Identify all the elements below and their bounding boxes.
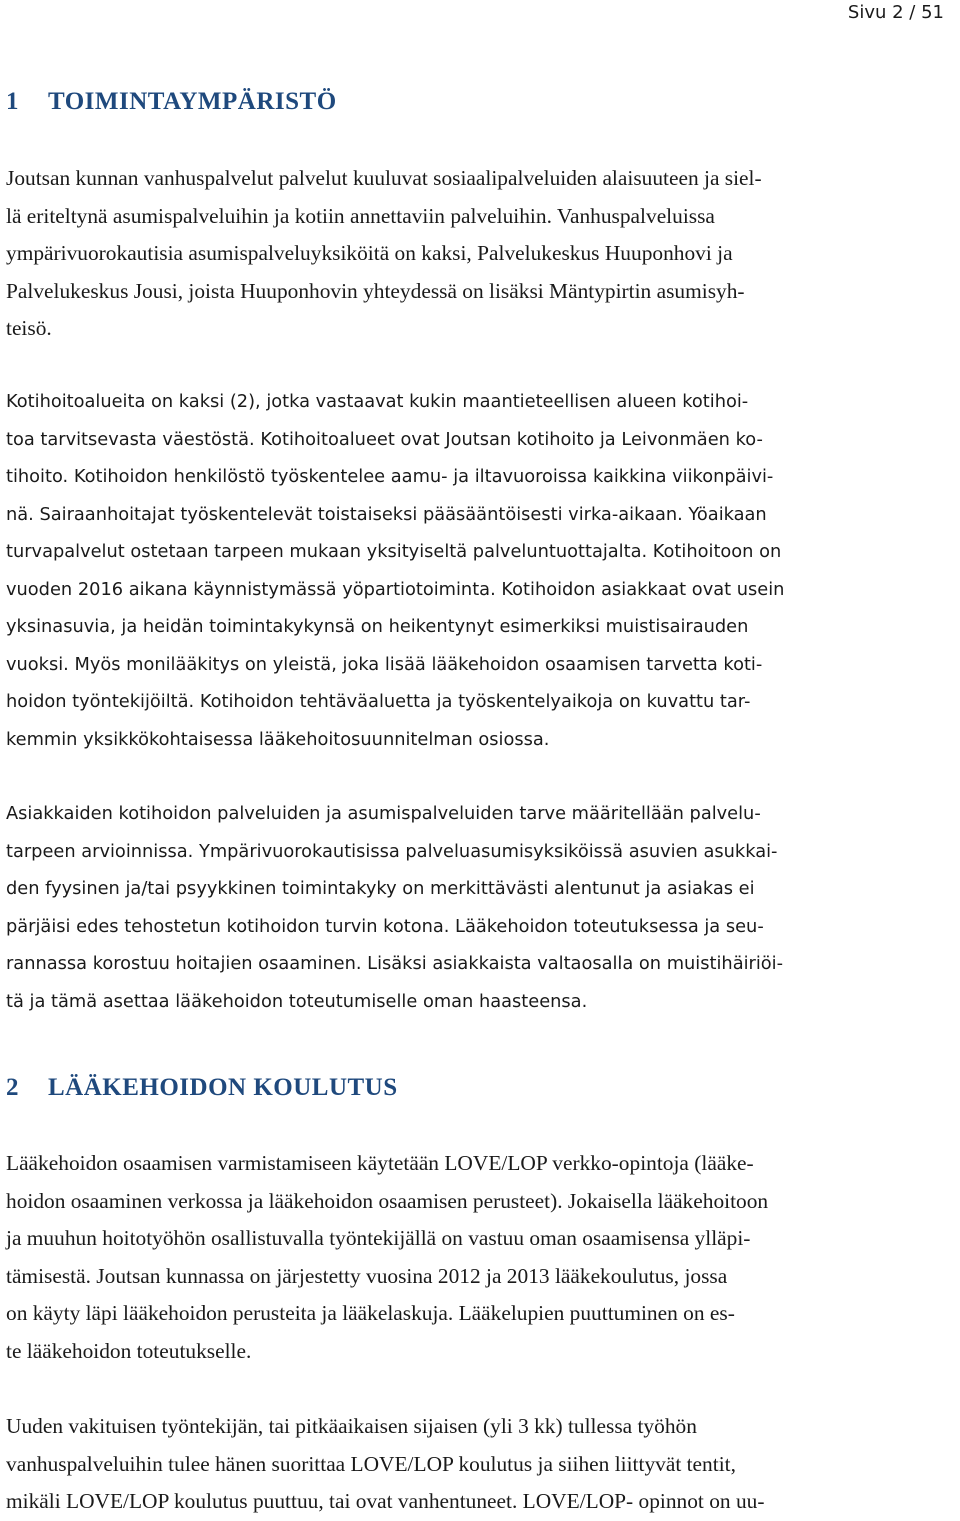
text-line: te lääkehoidon toteutukselle. <box>6 1338 252 1363</box>
text-line: hoidon työntekijöiltä. Kotihoidon tehtäväaluetta ja työskentelyaikoja on kuvattu tar- <box>6 691 751 712</box>
text-line: tämisestä. Joutsan kunnassa on järjestetty vuosina 2012 ja 2013 lääkekoulutus, jossa <box>6 1263 728 1288</box>
text-line: rannassa korostuu hoitajien osaaminen. Lisäksi asiakkaista valtaosalla on muistihäiriöi- <box>6 953 784 974</box>
section-number: 2 <box>6 1074 19 1101</box>
section-title: TOIMINTAYMPÄRISTÖ <box>48 88 337 115</box>
text-line: yksinasuvia, ja heidän toimintakykynsä on heikentynyt esimerkiksi muistisairauden <box>6 616 749 637</box>
text-line: ympärivuorokautisia asumispalveluyksiköitä on kaksi, Palvelukeskus Huuponhovi ja <box>6 241 733 265</box>
text-line: den fyysinen ja/tai psyykkinen toimintakyky on merkittävästi alentunut ja asiakas ei <box>6 878 755 899</box>
text-line: toa tarvitsevasta väestöstä. Kotihoitoalueet ovat Joutsan kotihoito ja Leivonmäen ko- <box>6 428 763 450</box>
section-1-heading <box>6 88 337 116</box>
text-line: Kotihoitoalueita on kaksi (2), jotka vastaavat kukin maantieteellisen alueen kotihoi- <box>6 391 749 412</box>
text-line: lä eriteltynä asumispalveluihin ja kotiin annettaviin palveluihin. Vanhuspalveluissa <box>6 203 715 228</box>
text-line: tihoito. Kotihoidon henkilöstö työskentelee aamu- ja iltavuoroissa kaikkina viikonpäivi- <box>6 466 774 487</box>
paragraph <box>6 795 956 1020</box>
paragraph <box>6 1408 956 1521</box>
text-line: tä ja tämä asettaa lääkehoidon toteutumiselle oman haasteensa. <box>6 990 588 1012</box>
paragraph <box>6 383 956 758</box>
text-line: vuoksi. Myös monilääkitys on yleistä, joka lisää lääkehoidon osaamisen tarvetta koti- <box>6 653 763 675</box>
text-line: vanhuspalveluihin tulee hänen suorittaa LOVE/LOP koulutus ja siihen liittyvät tentit, <box>6 1451 736 1476</box>
text-line: teisö. <box>6 316 52 340</box>
text-line: vuoden 2016 aikana käynnistymässä yöpartiotoiminta. Kotihoidon asiakkaat ovat usein <box>6 578 785 600</box>
text-line: kemmin yksikkökohtaisessa lääkehoitosuunnitelman osiossa. <box>6 728 550 750</box>
text-line: Palvelukeskus Jousi, joista Huuponhovin yhteydessä on lisäksi Mäntypirtin asumisyh- <box>6 278 745 303</box>
text-line: Asiakkaiden kotihoidon palveluiden ja asumispalveluiden tarve määritellään palvelu- <box>6 803 761 824</box>
paragraph <box>6 1145 956 1370</box>
text-line: nä. Sairaanhoitajat työskentelevät toistaiseksi pääsääntöisesti virka-aikaan. Yöaikaan <box>6 503 767 525</box>
section-title: LÄÄKEHOIDON KOULUTUS <box>48 1074 398 1101</box>
text-line: tarpeen arvioinnissa. Ympärivuorokautisissa palveluasumisyksiköissä asuvien asukkai- <box>6 840 778 862</box>
page-number: Sivu 2 / 51 <box>847 2 944 23</box>
text-line: on käyty läpi lääkehoidon perusteita ja lääkelaskuja. Lääkelupien puuttuminen on es- <box>6 1301 735 1325</box>
text-line: ja muuhun hoitotyöhön osallistuvalla työntekijällä on vastuu oman osaamisensa ylläpi- <box>6 1226 751 1250</box>
paragraph <box>6 160 956 348</box>
text-line: Joutsan kunnan vanhuspalvelut palvelut kuuluvat sosiaalipalveluiden alaisuuteen ja siel- <box>6 166 762 190</box>
text-line: Lääkehoidon osaamisen varmistamiseen käytetään LOVE/LOP verkko-opintoja (lääke- <box>6 1151 754 1175</box>
text-line: hoidon osaaminen verkossa ja lääkehoidon osaamisen perusteet). Jokaisella lääkehoitoon <box>6 1188 769 1213</box>
section-2-heading <box>6 1074 398 1102</box>
text-line: Uuden vakituisen työntekijän, tai pitkäaikaisen sijaisen (yli 3 kk) tullessa työhön <box>6 1414 697 1438</box>
section-number: 1 <box>6 88 19 115</box>
text-line: pärjäisi edes tehostetun kotihoidon turvin kotona. Lääkehoidon toteutuksessa ja seu- <box>6 915 764 937</box>
text-line: mikäli LOVE/LOP koulutus puuttuu, tai ovat vanhentuneet. LOVE/LOP- opinnot on uu- <box>6 1489 765 1513</box>
text-line: turvapalvelut ostetaan tarpeen mukaan yksityiseltä palveluntuottajalta. Kotihoitoon on <box>6 541 782 562</box>
